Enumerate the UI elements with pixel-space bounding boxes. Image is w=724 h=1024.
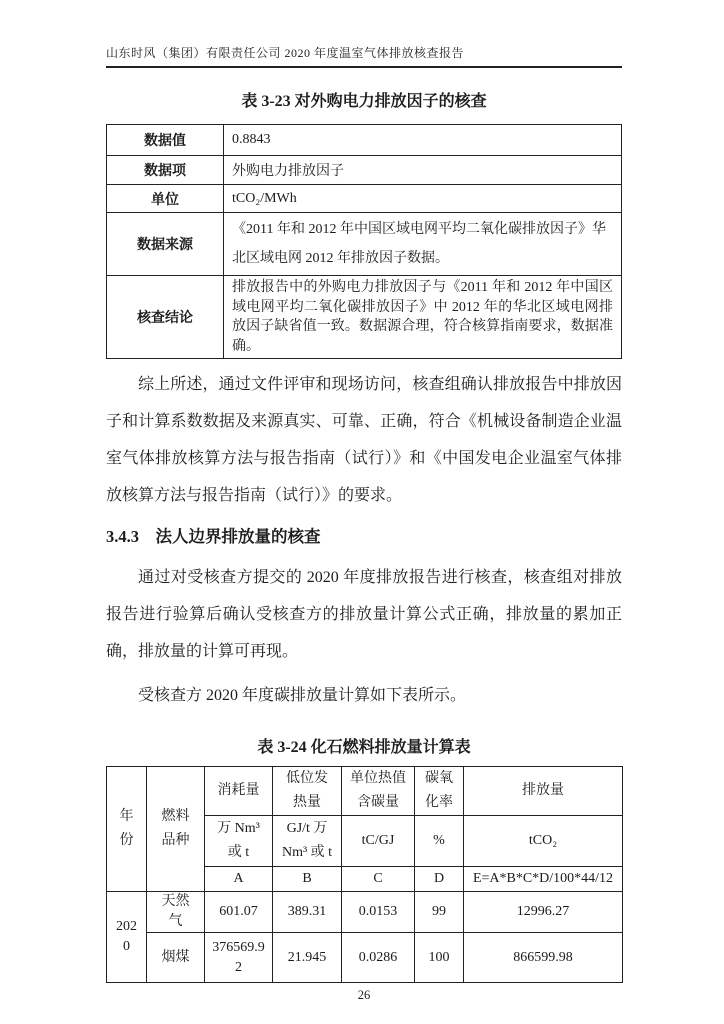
t24-letter-cell: E=A*B*C*D/100*44/12 (464, 867, 623, 892)
t24-header-cell: 低位发热量 (273, 767, 342, 816)
t24-unit-cell: % (415, 816, 464, 867)
t24-unit-cell: GJ/t 万 Nm³ 或 t (273, 816, 342, 867)
t23-value-cell: 0.8843 (224, 125, 622, 156)
t24-unit-cell: 万 Nm³ 或 t (205, 816, 273, 867)
t24-header-cell: 单位热值含碳量 (342, 767, 415, 816)
verification-paragraph: 通过对受核查方提交的 2020 年度排放报告进行核查，核查组对排放报告进行验算后确认受核查方的排放量计算公式正确，排放量的累加正确，排放量的计算可再现。 (106, 569, 622, 660)
t24-fuel-header-cell: 燃料品种 (147, 767, 205, 892)
t24-unit-cell: tCO₂ (464, 816, 623, 867)
t23-label-cell: 单位 (107, 185, 224, 213)
t23-label-cell: 核查结论 (107, 276, 224, 359)
t24-data-cell: 100 (415, 933, 464, 983)
t24-data-cell: 866599.98 (464, 933, 623, 983)
table-row (107, 156, 622, 185)
t24-fuel-cell: 烟煤 (147, 933, 205, 983)
table23-title: 表 3-23 对外购电力排放因子的核查 (241, 93, 487, 110)
t24-data-cell: 0.0153 (342, 892, 415, 933)
table-row (107, 933, 623, 983)
t24-unit-cell: tC/GJ (342, 816, 415, 867)
section-heading: 3.4.3 法人边界排放量的核查 (106, 527, 321, 546)
t24-data-cell: 21.945 (273, 933, 342, 983)
t24-header-cell: 碳氧化率 (415, 767, 464, 816)
table-row (107, 892, 623, 933)
t23-label-cell: 数据值 (107, 125, 224, 156)
t24-header-cell: 排放量 (464, 767, 623, 816)
page-number: 26 (357, 988, 371, 1002)
t24-data-cell: 376569.92 (205, 933, 273, 983)
page-header (106, 44, 622, 68)
t24-data-cell: 99 (415, 892, 464, 933)
t24-letter-cell: D (415, 867, 464, 892)
t24-year-cell: 2020 (107, 892, 147, 983)
table24-title: 表 3-24 化石燃料排放量计算表 (257, 739, 471, 756)
table-header-row (107, 767, 623, 816)
t24-letter-cell: C (342, 867, 415, 892)
table-intro-paragraph: 受核查方 2020 年度碳排放量计算如下表所示。 (138, 687, 467, 704)
t23-value-cell: 《2011 年和 2012 年中国区域电网平均二氧化碳排放因子》华北区域电网 2012 年排放因子数据。 (224, 213, 622, 276)
table-row (107, 125, 622, 156)
t24-data-cell: 12996.27 (464, 892, 623, 933)
t24-data-cell: 601.07 (205, 892, 273, 933)
table23 (106, 124, 622, 359)
t23-label-cell: 数据来源 (107, 213, 224, 276)
page-content (106, 44, 622, 1003)
t24-data-cell: 0.0286 (342, 933, 415, 983)
table-row (107, 185, 622, 213)
t24-data-cell: 389.31 (273, 892, 342, 933)
t24-letter-cell: A (205, 867, 273, 892)
t24-letter-cell: B (273, 867, 342, 892)
header-title: 山东时风（集团）有限责任公司 2020 年度温室气体排放核查报告 (106, 46, 465, 60)
t23-value-cell: 排放报告中的外购电力排放因子与《2011 年和 2012 年中国区域电网平均二氧化碳排放因子》中 2012 年的华北区域电网排放因子缺省值一致。数据源合理，符合核算指南要求，数据准确。 (224, 276, 622, 359)
t24-fuel-cell: 天然气 (147, 892, 205, 933)
t23-label-cell: 数据项 (107, 156, 224, 185)
summary-paragraph: 综上所述，通过文件评审和现场访问，核查组确认排放报告中排放因子和计算系数数据及来源真实、可靠、正确，符合《机械设备制造企业温室气体排放核算方法与报告指南（试行）》和《中国发电企业温室气体排放核算方法与报告指南（试行）》的要求。 (106, 376, 622, 504)
t23-value-cell: 外购电力排放因子 (224, 156, 622, 185)
table24 (106, 766, 623, 983)
t23-value-cell: tCO₂/MWh (224, 185, 622, 213)
t24-year-header-cell: 年份 (107, 767, 147, 892)
t24-header-cell: 消耗量 (205, 767, 273, 816)
table-row (107, 213, 622, 276)
table-row (107, 276, 622, 359)
